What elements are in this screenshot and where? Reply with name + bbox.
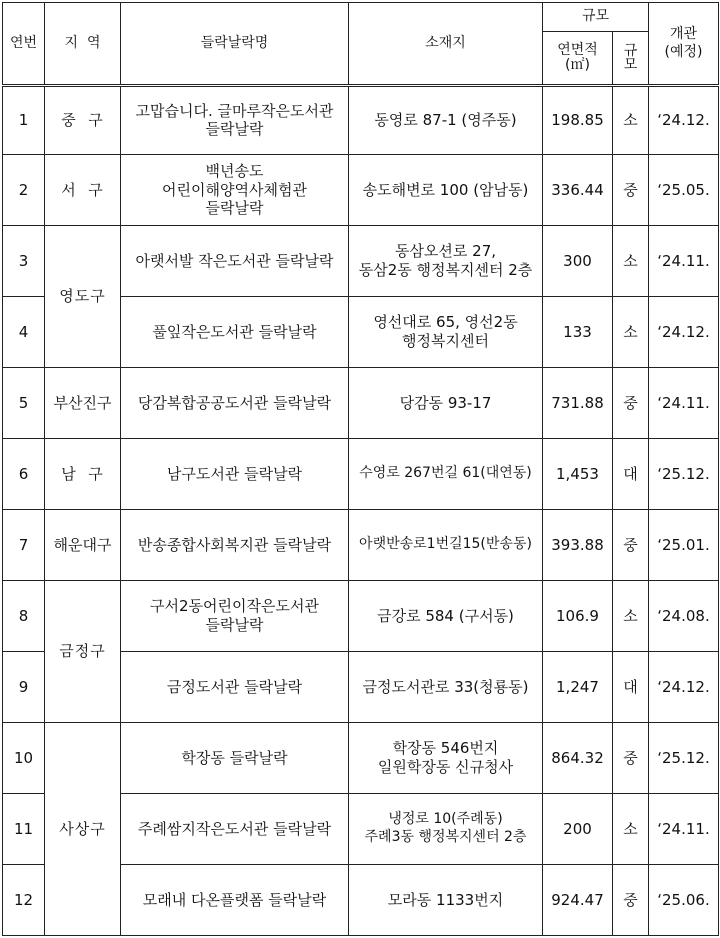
cell-no: 5 (3, 367, 45, 438)
cell-name: 남구도서관 들락날락 (121, 438, 349, 509)
cell-address: 아랫반송로1번길15(반송동) (349, 509, 543, 580)
header-opening: 개관 (예정) (649, 3, 719, 86)
cell-size: 중 (613, 154, 649, 225)
header-area: 연면적 (㎡) (543, 32, 613, 86)
header-scale: 규모 (543, 3, 649, 32)
table-row (3, 509, 719, 580)
cell-opening: ‘25.12. (649, 438, 719, 509)
cell-no: 11 (3, 793, 45, 864)
cell-area: 106.9 (543, 580, 613, 651)
cell-region: 해운대구 (45, 509, 121, 580)
cell-name: 주례쌈지작은도서관 들락날락 (121, 793, 349, 864)
cell-region: 부산진구 (45, 367, 121, 438)
cell-address: 송도해변로 100 (암남동) (349, 154, 543, 225)
cell-size: 소 (613, 86, 649, 155)
cell-name: 고맙습니다. 글마루작은도서관 들락날락 (121, 86, 349, 155)
cell-opening: ‘24.11. (649, 793, 719, 864)
cell-area: 1,247 (543, 651, 613, 722)
table-row (3, 86, 719, 155)
header-region: 지 역 (45, 3, 121, 86)
table-body (3, 86, 719, 936)
cell-address: 동삼오션로 27, 동삼2동 행정복지센터 2층 (349, 225, 543, 296)
cell-region: 중 구 (45, 86, 121, 155)
cell-area: 924.47 (543, 864, 613, 935)
cell-no: 3 (3, 225, 45, 296)
cell-name: 백년송도 어린이해양역사체험관 들락날락 (121, 154, 349, 225)
cell-region: 남 구 (45, 438, 121, 509)
table-row (3, 722, 719, 793)
cell-opening: ‘24.12. (649, 86, 719, 155)
cell-address: 당감동 93-17 (349, 367, 543, 438)
cell-opening: ‘24.11. (649, 367, 719, 438)
cell-size: 중 (613, 722, 649, 793)
header-no: 연번 (3, 3, 45, 86)
cell-opening: ‘24.08. (649, 580, 719, 651)
cell-no: 10 (3, 722, 45, 793)
cell-opening: ‘25.05. (649, 154, 719, 225)
cell-no: 7 (3, 509, 45, 580)
cell-name: 당감복합공공도서관 들락날락 (121, 367, 349, 438)
cell-area: 198.85 (543, 86, 613, 155)
cell-name: 구서2동어린이작은도서관 들락날락 (121, 580, 349, 651)
cell-address: 금강로 584 (구서동) (349, 580, 543, 651)
table-row (3, 367, 719, 438)
cell-no: 1 (3, 86, 45, 155)
cell-opening: ‘25.06. (649, 864, 719, 935)
cell-address: 영선대로 65, 영선2동 행정복지센터 (349, 296, 543, 367)
cell-size: 소 (613, 296, 649, 367)
cell-size: 소 (613, 225, 649, 296)
cell-area: 336.44 (543, 154, 613, 225)
cell-name: 모래내 다온플랫폼 들락날락 (121, 864, 349, 935)
cell-address: 냉정로 10(주례동) 주례3동 행정복지센터 2층 (349, 793, 543, 864)
cell-address: 수영로 267번길 61(대연동) (349, 438, 543, 509)
cell-no: 12 (3, 864, 45, 935)
table-header (3, 3, 719, 86)
library-table (2, 2, 719, 936)
cell-area: 1,453 (543, 438, 613, 509)
cell-name: 금정도서관 들락날락 (121, 651, 349, 722)
cell-opening: ‘24.11. (649, 225, 719, 296)
cell-opening: ‘25.12. (649, 722, 719, 793)
cell-opening: ‘24.12. (649, 651, 719, 722)
table-row (3, 438, 719, 509)
cell-size: 중 (613, 509, 649, 580)
table-row (3, 580, 719, 651)
cell-opening: ‘25.01. (649, 509, 719, 580)
cell-no: 6 (3, 438, 45, 509)
cell-opening: ‘24.12. (649, 296, 719, 367)
cell-no: 4 (3, 296, 45, 367)
cell-area: 200 (543, 793, 613, 864)
cell-area: 393.88 (543, 509, 613, 580)
cell-size: 소 (613, 793, 649, 864)
cell-size: 대 (613, 438, 649, 509)
cell-area: 133 (543, 296, 613, 367)
cell-name: 학장동 들락날락 (121, 722, 349, 793)
header-address: 소재지 (349, 3, 543, 86)
cell-size: 중 (613, 864, 649, 935)
cell-region: 금정구 (45, 580, 121, 722)
cell-address: 금정도서관로 33(청룡동) (349, 651, 543, 722)
cell-region: 서 구 (45, 154, 121, 225)
header-size: 규 모 (613, 32, 649, 86)
cell-size: 대 (613, 651, 649, 722)
cell-no: 8 (3, 580, 45, 651)
cell-no: 2 (3, 154, 45, 225)
cell-address: 학장동 546번지 일원학장동 신규청사 (349, 722, 543, 793)
cell-size: 소 (613, 580, 649, 651)
cell-area: 731.88 (543, 367, 613, 438)
cell-region: 사상구 (45, 722, 121, 935)
cell-address: 동영로 87-1 (영주동) (349, 86, 543, 155)
table-row (3, 154, 719, 225)
cell-name: 반송종합사회복지관 들락날락 (121, 509, 349, 580)
cell-name: 아랫서발 작은도서관 들락날락 (121, 225, 349, 296)
cell-no: 9 (3, 651, 45, 722)
cell-area: 300 (543, 225, 613, 296)
cell-name: 풀잎작은도서관 들락날락 (121, 296, 349, 367)
header-name: 들락날락명 (121, 3, 349, 86)
table-row (3, 225, 719, 296)
cell-region: 영도구 (45, 225, 121, 367)
cell-area: 864.32 (543, 722, 613, 793)
cell-size: 중 (613, 367, 649, 438)
cell-address: 모라동 1133번지 (349, 864, 543, 935)
